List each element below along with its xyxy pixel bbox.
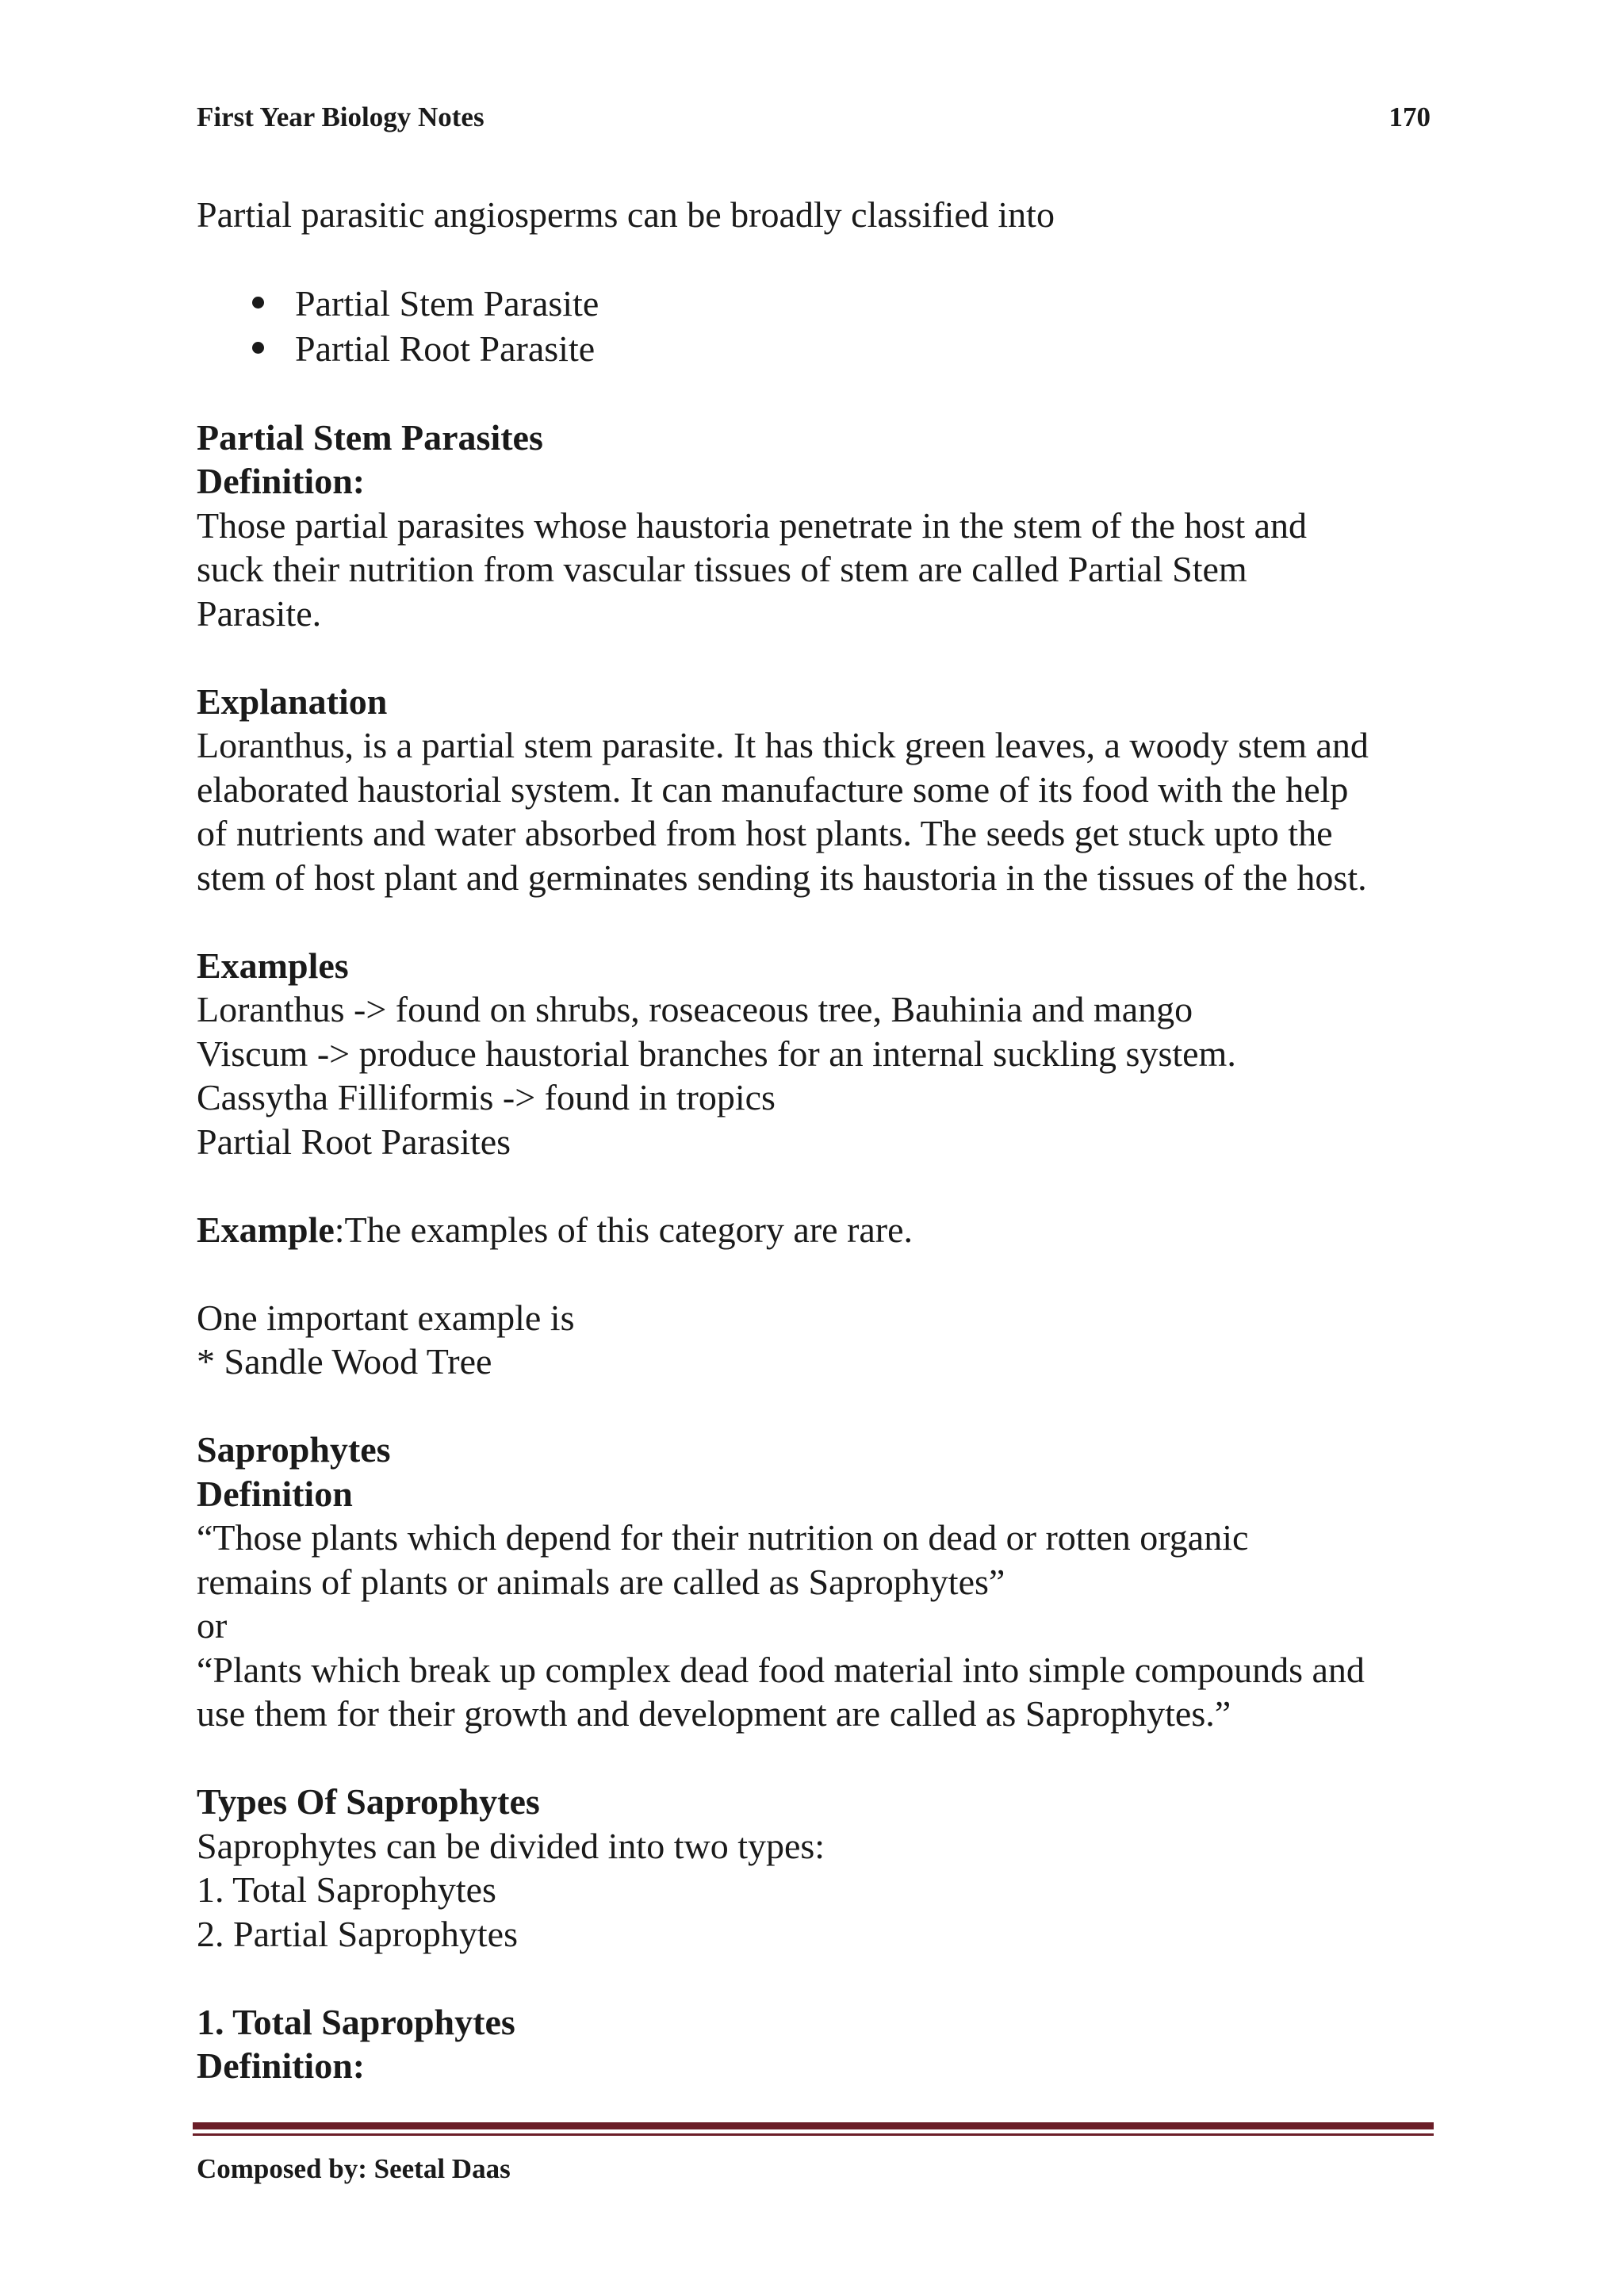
- paragraph-line: or: [197, 1605, 228, 1646]
- example-line: Partial Root Parasites: [197, 1121, 511, 1162]
- paragraph-line: Those partial parasites whose haustoria penetrate in the stem of the host and: [197, 504, 1308, 546]
- paragraph-line: Parasite.: [197, 592, 322, 634]
- list-item: Partial Root Parasite: [197, 326, 1450, 372]
- page-body: [197, 193, 1450, 2088]
- page-footer: [197, 2153, 511, 2185]
- paragraph-line: use them for their growth and development are called as Saprophytes.”: [197, 1693, 1231, 1734]
- example-line: Cassytha Filliformis -> found in tropics: [197, 1077, 776, 1117]
- section-heading-types-of-saprophytes: Types Of Saprophytes: [197, 1781, 540, 1822]
- paragraph-line: stem of host plant and germinates sending its haustoria in the tissues of the host.: [197, 857, 1367, 898]
- definition-label: Definition:: [197, 461, 366, 501]
- footer-rule-thick: [193, 2122, 1434, 2129]
- document-title: First Year Biology Notes: [197, 102, 485, 132]
- section-heading-total-saprophytes: 1. Total Saprophytes: [197, 2001, 515, 2042]
- paragraph-line: remains of plants or animals are called as Saprophytes”: [197, 1561, 1005, 1602]
- important-example-item: * Sandle Wood Tree: [197, 1341, 492, 1382]
- definition-label: Definition:: [197, 2045, 366, 2086]
- page-number: 170: [1388, 102, 1431, 132]
- bullet-icon: [252, 297, 264, 309]
- paragraph-line: “Plants which break up complex dead food material into simple compounds and: [197, 1649, 1365, 1690]
- paragraph-line: “Those plants which depend for their nutrition on dead or rotten organic: [197, 1517, 1249, 1558]
- paragraph-line: elaborated haustorial system. It can manufacture some of its food with the help: [197, 769, 1349, 810]
- section-heading-stem-parasites: Partial Stem Parasites: [197, 416, 543, 458]
- bullet-icon: [252, 342, 264, 354]
- paragraph-line: suck their nutrition from vascular tissues of stem are called Partial Stem: [197, 549, 1247, 589]
- section-heading-saprophytes: Saprophytes: [197, 1429, 391, 1470]
- paragraph-line: Saprophytes can be divided into two types:: [197, 1825, 825, 1866]
- example-line: Viscum -> produce haustorial branches for an internal suckling system.: [197, 1033, 1236, 1074]
- definition-label: Definition: [197, 1473, 353, 1514]
- examples-label: Examples: [197, 945, 349, 986]
- page-header: [197, 102, 1431, 136]
- example-line: Loranthus -> found on shrubs, roseaceous tree, Bauhinia and mango: [197, 989, 1193, 1029]
- list-item: 1. Total Saprophytes: [197, 1869, 496, 1910]
- list-item: Partial Stem Parasite: [197, 281, 1450, 327]
- list-item: 2. Partial Saprophytes: [197, 1913, 518, 1954]
- root-parasite-example: [197, 1208, 1450, 1252]
- example-text: :The examples of this category are rare.: [334, 1209, 914, 1250]
- composer-credit: Composed by: Seetal Daas: [197, 2153, 511, 2184]
- explanation-label: Explanation: [197, 680, 388, 722]
- paragraph-line: of nutrients and water absorbed from host plants. The seeds get stuck upto the: [197, 813, 1333, 853]
- paragraph-line: Loranthus, is a partial stem parasite. It has thick green leaves, a woody stem and: [197, 725, 1369, 765]
- classification-list: [197, 281, 1450, 372]
- example-label: Example: [197, 1209, 335, 1250]
- important-example-intro: One important example is: [197, 1297, 575, 1338]
- footer-rule-thin: [193, 2133, 1434, 2136]
- intro-text: Partial parasitic angiosperms can be broadly classified into: [197, 194, 1055, 235]
